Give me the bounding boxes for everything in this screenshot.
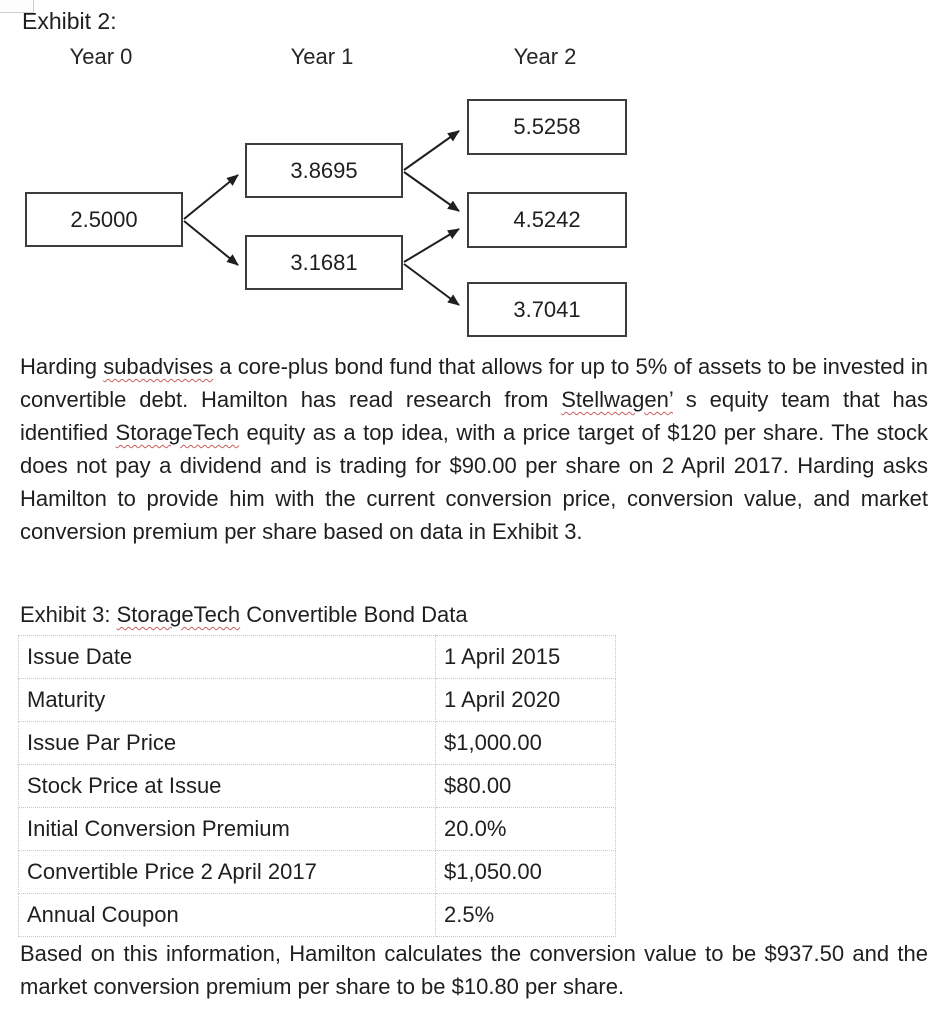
row-label: Convertible Price 2 April 2017 [19,851,436,894]
row-label: Issue Date [19,636,436,679]
tree-edge [184,175,238,219]
row-label: Maturity [19,679,436,722]
exhibit3-heading [20,602,468,628]
year1-column-label: Year 1 [290,44,354,69]
row-label: Stock Price at Issue [19,765,436,808]
misspelled-word: subadvises [103,354,214,379]
row-label: Issue Par Price [19,722,436,765]
row-value: 1 April 2015 [436,636,616,679]
text-run: a core-plus bond fund that allows for up to 5% of assets to be invested in convertible debt. Hamilton has read research from [20,354,928,412]
tree-node-year2-down [467,282,627,337]
row-value: 1 April 2020 [436,679,616,722]
row-value: 20.0% [436,808,616,851]
misspelled-word: StorageTech [116,602,241,627]
year2-column-label: Year 2 [513,44,577,69]
tree-node-value: 2.5000 [70,206,138,232]
table-row [19,851,616,894]
row-label: Annual Coupon [19,894,436,937]
exhibit3-table-body [19,636,616,937]
misspelled-word: Stellwagen’ [561,387,673,412]
table-row [19,808,616,851]
text-run: equity as a top idea, with a price target of $120 per share. The stock does not pay a dividend and is trading for $90.00 per share on 2 April 2017. Harding asks Hamilton to provide him with the current conversion price, conversion value, and market conversion premium per share based on data in Exhibit 3. [20,420,928,544]
tree-node-value: 5.5258 [513,114,581,139]
exhibit2-title: Exhibit 2: [22,8,117,34]
tree-edge [404,229,459,262]
tree-node-year1-down [245,235,403,290]
tree-node-value: 3.8695 [290,157,358,183]
table-row [19,765,616,808]
misspelled-word: StorageTech [115,420,240,445]
tree-edge [404,131,459,170]
row-value: 2.5% [436,894,616,937]
text-run: s equity team that has identified [20,387,929,445]
tree-node-value: 3.7041 [513,296,581,322]
tree-node-year1-up [245,143,403,198]
row-value: $80.00 [436,765,616,808]
tree-node-year2-up [467,99,627,155]
table-row [19,636,616,679]
tree-node-value: 4.5242 [513,207,581,232]
year0-column-label: Year 0 [69,44,133,69]
tree-edge [404,264,459,305]
tree-node-value: 3.1681 [290,249,358,275]
table-row [19,679,616,722]
text-run: Convertible Bond Data [240,602,468,627]
row-value: $1,000.00 [436,722,616,765]
text-run: Exhibit 3: [20,602,117,627]
tree-node-year2-mid [467,192,627,248]
table-row [19,894,616,937]
table-row [19,722,616,765]
exhibit3-table [18,635,616,937]
text-run: Harding [20,354,104,379]
tree-node-year0 [25,192,183,247]
row-value: $1,050.00 [436,851,616,894]
tree-edge [184,221,238,265]
row-label: Initial Conversion Premium [19,808,436,851]
closing-paragraph: Based on this information, Hamilton calculates the conversion value to be $937.50 and the market conversion premium per share to be $10.80 per share. [20,941,928,999]
tree-edge [404,172,459,211]
case-paragraph [20,350,928,548]
